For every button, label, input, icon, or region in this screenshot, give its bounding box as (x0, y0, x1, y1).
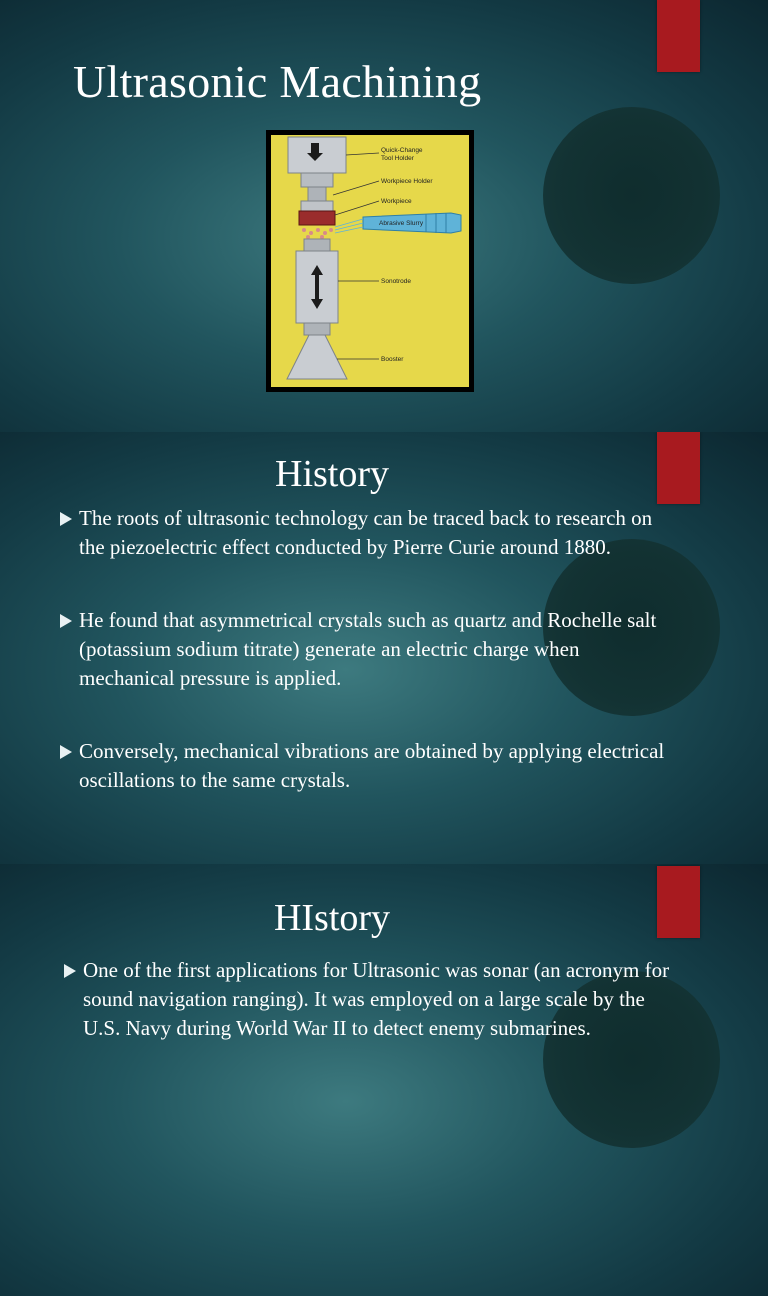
bullet-arrow-icon (60, 614, 72, 628)
bullet-item: He found that asymmetrical crystals such as quartz and Rochelle salt (potassium sodium titrate) generate an electric charge when mechanical pressure is applied. (58, 606, 678, 693)
label-booster: Booster (381, 356, 404, 363)
red-accent-bar (657, 0, 700, 72)
bullet-item: Conversely, mechanical vibrations are obtained by applying electrical oscillations to the same crystals. (58, 737, 678, 795)
slide-title: History (275, 453, 389, 495)
label-sonotrode: Sonotrode (381, 278, 411, 285)
slide-history-2 (0, 864, 768, 1296)
slide-history-1 (0, 432, 768, 864)
ultrasonic-machining-diagram (266, 130, 474, 392)
label-workpiece: Workpiece (381, 198, 412, 205)
bullet-arrow-icon (60, 512, 72, 526)
slide-title: Ultrasonic Machining (73, 56, 482, 107)
label-abrasive-slurry: Abrasive Slurry (379, 220, 424, 227)
decorative-circle (543, 107, 720, 284)
label-quick-change: Quick-Change (381, 147, 423, 154)
label-tool-holder: Tool Holder (381, 155, 414, 162)
bullet-arrow-icon (64, 964, 76, 978)
bullet-list (58, 504, 678, 839)
label-workpiece-holder: Workpiece Holder (381, 178, 433, 185)
bullet-item: One of the first applications for Ultrasonic was sonar (an acronym for sound navigation ranging). It was employed on a large scale by the U.S. Navy during World War II to detect enemy submarines. (62, 956, 682, 1043)
slide-ultrasonic-machining (0, 0, 768, 432)
slide-title: HIstory (273, 897, 391, 939)
bullet-arrow-icon (60, 745, 72, 759)
bullet-item: The roots of ultrasonic technology can be traced back to research on the piezoelectric effect conducted by Pierre Curie around 1880. (58, 504, 678, 562)
bullet-list (62, 956, 682, 1087)
